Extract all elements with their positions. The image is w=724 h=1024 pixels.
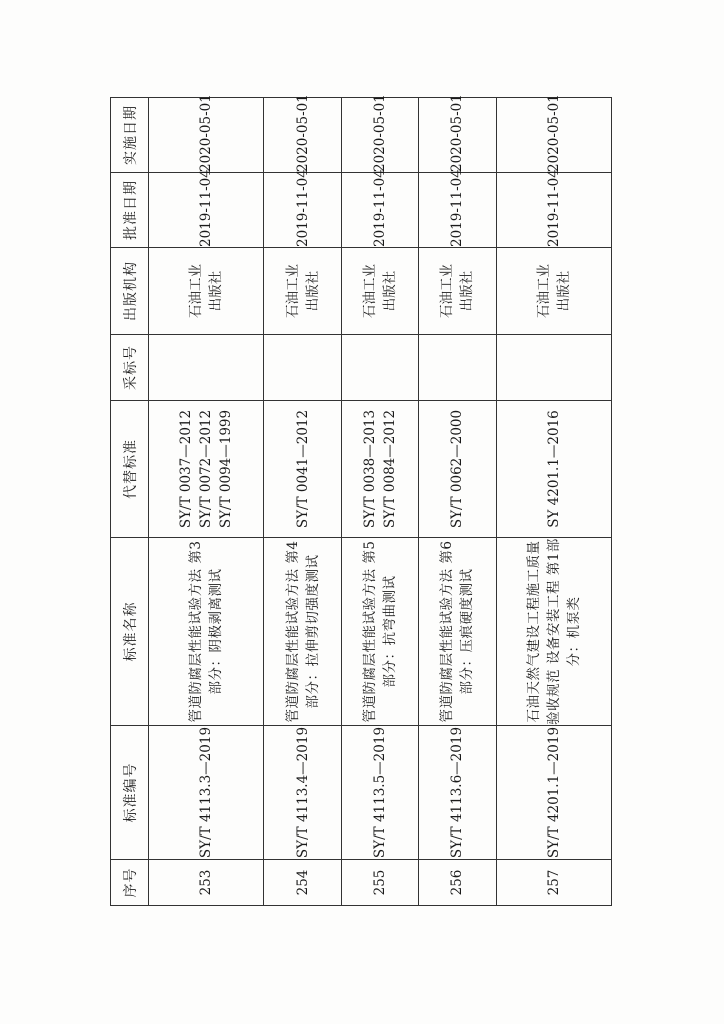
standards-table — [110, 94, 612, 906]
row-adopted — [264, 335, 341, 401]
row-approved: 2019-11-04 — [149, 173, 264, 248]
row-effective: 2020-05-01 — [496, 98, 611, 173]
row-seq: 254 — [264, 860, 341, 906]
row-name: 管道防腐层性能试验方法 第5部分：抗弯曲测试 — [341, 538, 418, 726]
row-name: 管道防腐层性能试验方法 第3部分：阴极剥离测试 — [149, 538, 264, 726]
row-code: SY/T 4113.6—2019 — [419, 726, 496, 860]
row-replaced — [419, 401, 496, 538]
table-row — [264, 98, 341, 906]
row-effective: 2020-05-01 — [419, 98, 496, 173]
row-name: 管道防腐层性能试验方法 第6部分：压痕硬度测试 — [419, 538, 496, 726]
row-code: SY/T 4113.5—2019 — [341, 726, 418, 860]
row-publisher — [419, 248, 496, 335]
table-row — [496, 98, 611, 906]
publisher-line: 出版社 — [208, 270, 225, 312]
publisher-line: 出版社 — [304, 270, 321, 312]
replaced-entry: SY/T 0072—2012 — [198, 409, 215, 529]
publisher-line: 石油工业 — [361, 264, 378, 318]
replaced-entry: SY/T 0084—2012 — [381, 409, 398, 529]
replaced-entry: SY/T 0094—1999 — [218, 409, 235, 529]
header-row — [111, 98, 149, 906]
header-effective: 实施日期 — [111, 98, 149, 173]
header-adopted: 采标号 — [111, 335, 149, 401]
row-replaced — [264, 401, 341, 538]
row-publisher — [149, 248, 264, 335]
row-approved: 2019-11-04 — [419, 173, 496, 248]
row-publisher — [264, 248, 341, 335]
header-replaced: 代替标准 — [111, 401, 149, 538]
row-effective: 2020-05-01 — [149, 98, 264, 173]
replaced-entry: SY 4201.1—2016 — [545, 410, 562, 528]
row-adopted — [419, 335, 496, 401]
header-seq: 序号 — [111, 860, 149, 906]
row-code: SY/T 4113.4—2019 — [264, 726, 341, 860]
table-row — [149, 98, 264, 906]
replaced-entry: SY/T 0037—2012 — [178, 409, 195, 529]
publisher-line: 出版社 — [555, 270, 572, 312]
row-replaced — [496, 401, 611, 538]
row-seq: 256 — [419, 860, 496, 906]
row-adopted — [149, 335, 264, 401]
publisher-line: 石油工业 — [535, 264, 552, 318]
publisher-line: 石油工业 — [284, 264, 301, 318]
rotated-table-frame — [110, 94, 612, 906]
row-seq: 253 — [149, 860, 264, 906]
row-publisher — [496, 248, 611, 335]
row-adopted — [496, 335, 611, 401]
row-replaced — [341, 401, 418, 538]
header-code: 标准编号 — [111, 726, 149, 860]
header-publisher: 出版机构 — [111, 248, 149, 335]
row-adopted — [341, 335, 418, 401]
replaced-entry: SY/T 0062—2000 — [449, 409, 466, 529]
replaced-entry: SY/T 0038—2013 — [361, 409, 378, 529]
row-effective: 2020-05-01 — [264, 98, 341, 173]
header-approved: 批准日期 — [111, 173, 149, 248]
row-approved: 2019-11-04 — [264, 173, 341, 248]
row-seq: 257 — [496, 860, 611, 906]
publisher-line: 出版社 — [381, 270, 398, 312]
row-effective: 2020-05-01 — [341, 98, 418, 173]
row-approved: 2019-11-04 — [496, 173, 611, 248]
table-row — [341, 98, 418, 906]
row-replaced — [149, 401, 264, 538]
row-name: 石油天然气建设工程施工质量验收规范 设备安装工程 第1部分：机泵类 — [496, 538, 611, 726]
publisher-line: 出版社 — [459, 270, 476, 312]
publisher-line: 石油工业 — [188, 264, 205, 318]
row-publisher — [341, 248, 418, 335]
row-seq: 255 — [341, 860, 418, 906]
header-name: 标准名称 — [111, 538, 149, 726]
publisher-line: 石油工业 — [439, 264, 456, 318]
row-name: 管道防腐层性能试验方法 第4部分：拉伸剪切强度测试 — [264, 538, 341, 726]
table-row — [419, 98, 496, 906]
row-code: SY/T 4201.1—2019 — [496, 726, 611, 860]
replaced-entry: SY/T 0041—2012 — [294, 409, 311, 529]
row-approved: 2019-11-04 — [341, 173, 418, 248]
row-code: SY/T 4113.3—2019 — [149, 726, 264, 860]
